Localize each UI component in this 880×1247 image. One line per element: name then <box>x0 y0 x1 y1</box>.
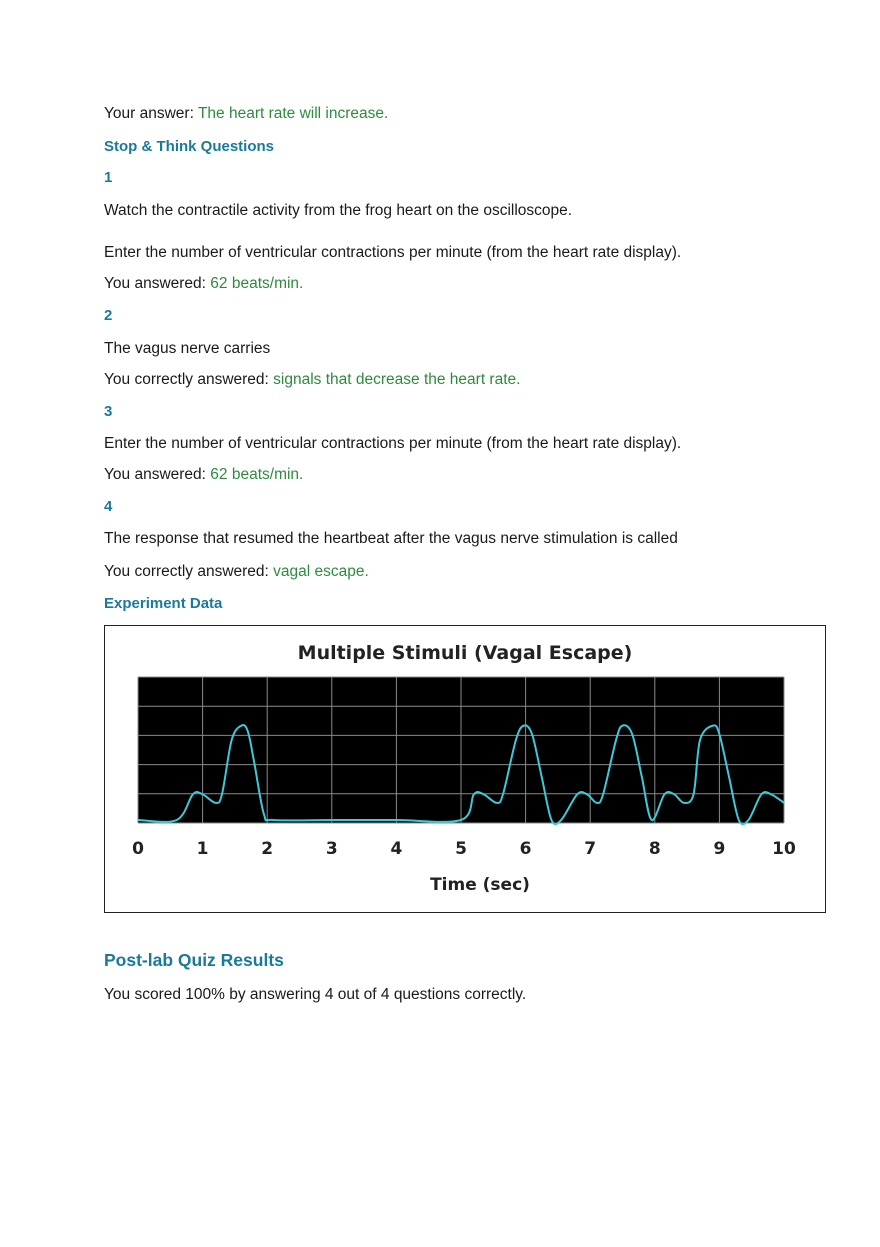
experiment-data-heading: Experiment Data <box>104 595 223 612</box>
vagal-escape-chart <box>104 625 826 913</box>
question-3-answer: 62 beats/min. <box>210 466 304 483</box>
x-tick-labels <box>132 839 796 859</box>
x-tick-label-4: 4 <box>390 839 403 859</box>
x-tick-label-6: 6 <box>519 839 532 859</box>
previous-answer-label: Your answer: <box>104 105 198 122</box>
question-1-answer-label: You answered: <box>104 275 211 292</box>
x-axis-label: Time (sec) <box>430 875 530 895</box>
question-1-prompt-a: Watch the contractile activity from the frog heart on the oscilloscope. <box>104 202 573 219</box>
previous-answer-line <box>104 104 388 124</box>
x-tick-label-8: 8 <box>648 839 661 859</box>
x-tick-label-0: 0 <box>132 839 144 859</box>
question-3-prompt: Enter the number of ventricular contractions per minute (from the heart rate display). <box>104 435 682 452</box>
question-4-answer-label: You correctly answered: <box>104 563 274 580</box>
question-4-prompt: The response that resumed the heartbeat after the vagus nerve stimulation is called <box>104 530 678 547</box>
previous-answer-value: The heart rate will increase. <box>197 105 389 122</box>
question-2-answer-line <box>104 370 520 390</box>
question-1-prompt-b: Enter the number of ventricular contractions per minute (from the heart rate display). <box>104 244 682 261</box>
question-4-answer-line <box>104 562 369 582</box>
chart-title: Multiple Stimuli (Vagal Escape) <box>297 642 633 664</box>
post-lab-results-text: You scored 100% by answering 4 out of 4 questions correctly. <box>104 986 527 1003</box>
stop-think-heading: Stop & Think Questions <box>104 138 275 155</box>
chart-canvas <box>105 626 825 912</box>
question-2-answer: signals that decrease the heart rate. <box>273 371 521 388</box>
x-tick-label-7: 7 <box>584 839 597 859</box>
question-3-number: 3 <box>104 403 113 420</box>
question-2-number: 2 <box>104 307 113 324</box>
question-1-number: 1 <box>104 169 113 186</box>
x-tick-label-3: 3 <box>325 839 338 859</box>
question-1-answer: 62 beats/min. <box>210 275 304 292</box>
x-tick-label-2: 2 <box>261 839 274 859</box>
question-3-answer-line <box>104 465 303 485</box>
question-3-answer-label: You answered: <box>104 466 211 483</box>
x-tick-label-10: 10 <box>772 839 796 859</box>
question-2-answer-label: You correctly answered: <box>104 371 274 388</box>
question-4-number: 4 <box>104 498 113 515</box>
x-tick-label-1: 1 <box>196 839 209 859</box>
question-2-prompt: The vagus nerve carries <box>104 340 271 357</box>
question-1-answer-line <box>104 274 303 294</box>
post-lab-results-heading: Post-lab Quiz Results <box>104 950 284 970</box>
x-tick-label-9: 9 <box>713 839 726 859</box>
x-tick-label-5: 5 <box>455 839 467 859</box>
question-4-answer: vagal escape. <box>273 563 369 580</box>
